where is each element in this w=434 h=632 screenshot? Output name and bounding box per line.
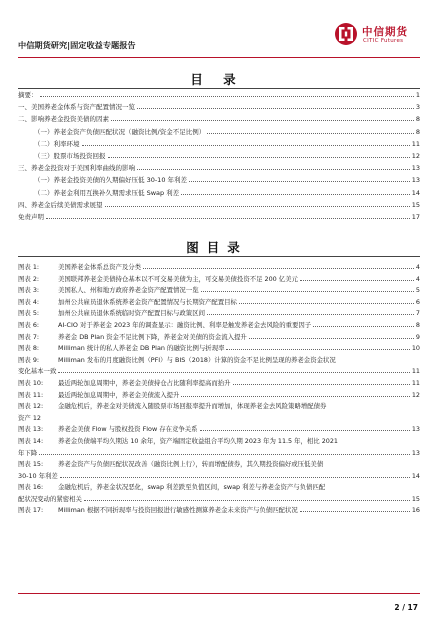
figures-heading: 图目录	[186, 240, 248, 255]
toc-entry-page: 8	[415, 115, 420, 124]
toc-entry-title: 二、影响养老金投资美债的因素	[18, 115, 109, 124]
figure-leader-dots	[201, 285, 414, 292]
figure-entry[interactable]	[18, 505, 420, 517]
figure-label: 图表 9:	[18, 355, 40, 364]
figure-label: 图表 17:	[18, 506, 44, 515]
toc-entry[interactable]	[18, 126, 420, 138]
toc-entry[interactable]	[18, 150, 420, 162]
figure-leader-dots	[143, 262, 414, 269]
figure-entry[interactable]	[18, 343, 420, 355]
figure-label: 图表 10:	[18, 378, 44, 387]
page-number: 2 / 17	[394, 603, 418, 612]
toc-entry[interactable]	[18, 199, 420, 211]
toc-leader-dots	[137, 102, 414, 109]
figure-title: 养老金负债端平均久期达 10 余年，资产端固定收益组合平均久期 2023 年为 11.5 年，相比 2021	[58, 436, 338, 445]
figure-label: 图表 15:	[18, 460, 44, 469]
figure-entry[interactable]	[18, 436, 420, 459]
citic-futures-logo	[334, 18, 420, 54]
toc-entry-page: 8	[415, 127, 420, 136]
table-of-contents	[18, 89, 420, 223]
figure-title: Milliman 发布的月度融资比例（PFI）与 BIS（2018）计算的资金不足比例呈现的养老金资金状况	[58, 355, 336, 364]
list-of-figures	[18, 262, 420, 517]
figure-page: 9	[415, 332, 420, 341]
figure-page: 13	[411, 425, 420, 434]
figure-title: AI-CIO 对于养老金 2023 年的调查显示：融资比例、利率是触发养老金去风险的重要因子	[58, 320, 312, 329]
toc-entry-title: （二）养老金利用互换补久期需求压低 Swap 利差	[34, 188, 180, 197]
toc-entry[interactable]	[18, 138, 420, 150]
figure-leader-dots	[313, 320, 414, 327]
toc-entry-page: 12	[411, 151, 420, 160]
header-divider	[18, 57, 420, 58]
figures-heading-rule	[18, 256, 420, 257]
figure-label: 图表 3:	[18, 286, 40, 295]
figure-title: 美国私人、州和地方政府养老金资产配置情况一览	[58, 286, 199, 295]
toc-entry[interactable]	[18, 113, 420, 125]
figure-title: Milliman 根据不同折现率与投资回报进行敏感性测算养老金未来资产与负债匹配状况	[58, 506, 298, 515]
toc-leader-dots	[137, 163, 410, 170]
figure-label: 图表 5:	[18, 309, 40, 318]
toc-leader-dots	[181, 188, 410, 195]
figure-page: 11	[411, 378, 420, 387]
figure-title: Milliman 统计的私人养老金 DB Plan 的融资比例与折现率	[58, 344, 225, 353]
logo-chinese-name: 中信期货	[362, 26, 408, 38]
figure-label: 图表 11:	[18, 390, 44, 399]
toc-leader-dots	[189, 175, 410, 182]
toc-leader-dots	[108, 151, 410, 158]
figure-title: 美国养老金体系总资产及分类	[58, 263, 142, 271]
toc-entry-title: （三）股票市场投资回报	[34, 151, 106, 160]
figure-page: 14	[411, 471, 420, 480]
figure-label: 图表 2:	[18, 274, 40, 283]
figure-label: 图表 8:	[18, 344, 40, 353]
toc-entry-title: 摘要：	[18, 91, 38, 99]
figure-label: 图表 16:	[18, 483, 44, 492]
toc-leader-dots	[207, 127, 414, 134]
toc-entry[interactable]	[18, 101, 420, 113]
figure-title: 30-10 年利差	[18, 471, 58, 480]
figure-title: 金融危机后，养老金状况恶化，swap 利差跌至负值区间，swap 利差与养老金资产与负债匹配	[58, 483, 326, 492]
figure-title: 美国联邦养老金美债持仓基本以不可交易美债为主，可交易美债投资不足 200 亿美元	[58, 274, 298, 283]
figure-page: 4	[415, 263, 420, 271]
toc-leader-dots	[105, 200, 410, 207]
toc-leader-dots	[46, 212, 410, 219]
toc-entry-page: 17	[411, 212, 420, 221]
toc-entry-title: 免责声明	[18, 212, 44, 221]
figure-leader-dots	[300, 274, 414, 281]
figure-title: 最近两轮加息周期中，养老金美债持仓占比随利率提高而抬升	[58, 378, 231, 387]
figure-leader-dots	[300, 505, 410, 512]
figure-label: 图表 14:	[18, 436, 44, 445]
figure-page: 4	[415, 274, 420, 283]
toc-entry-title: （一）养老金资产负债匹配状况（融资比例/资金不足比例）	[34, 127, 206, 136]
toc-entry[interactable]	[18, 187, 420, 199]
figure-leader-dots	[226, 343, 409, 350]
report-series-title: 中信期货研究|固定收益专题报告	[18, 40, 136, 50]
figure-page: 6	[415, 297, 420, 306]
figure-leader-dots	[181, 390, 409, 397]
figure-page: 11	[411, 367, 420, 376]
toc-entry[interactable]	[18, 89, 420, 101]
footer-divider	[18, 593, 420, 594]
toc-leader-dots	[82, 139, 410, 146]
figure-title: 养老金美债 Flow 与股权投资 Flow 存在竞争关系	[58, 425, 198, 434]
figure-label: 图表 6:	[18, 320, 40, 329]
figure-leader-dots	[207, 308, 414, 315]
figure-entry[interactable]	[18, 320, 420, 332]
figure-entry[interactable]	[18, 274, 420, 286]
figure-page: 5	[415, 286, 420, 295]
figure-title: 最近两轮加息周期中，养老金美债流入提升	[58, 390, 180, 399]
figure-entry[interactable]	[18, 262, 420, 274]
figure-label: 图表 7:	[18, 332, 40, 341]
figure-page: 7	[415, 309, 420, 318]
figure-entry[interactable]	[18, 482, 420, 505]
toc-entry-page: 1	[415, 91, 420, 99]
report-header	[18, 14, 420, 58]
figure-entry[interactable]	[18, 378, 420, 390]
figure-label: 图表 12:	[18, 402, 44, 411]
toc-entry-page: 14	[411, 188, 420, 197]
figure-label: 图表 13:	[18, 425, 44, 434]
toc-entry-title: 四、养老金后续美债需求展望	[18, 200, 103, 209]
figure-page: 15	[411, 494, 420, 503]
toc-entry[interactable]	[18, 162, 420, 174]
toc-entry-page: 15	[411, 200, 420, 209]
figure-leader-dots	[84, 494, 410, 501]
figure-leader-dots	[249, 332, 414, 339]
figure-entry[interactable]	[18, 390, 420, 402]
toc-entry[interactable]	[18, 211, 420, 223]
figure-title: 资产 12	[18, 413, 41, 422]
toc-heading: 目 录	[190, 72, 244, 87]
figure-label: 图表 1:	[18, 263, 40, 271]
toc-entry-title: 三、养老金投资对于美国利率曲线的影响	[18, 164, 135, 173]
figure-entry[interactable]	[18, 332, 420, 344]
logo-english-name: CITIC Futures	[363, 38, 404, 44]
figure-page: 13	[411, 448, 420, 457]
figure-leader-dots	[58, 366, 410, 373]
figure-title: 加州公共雇员退休系统临时资产配置目标与政策区间	[58, 309, 205, 318]
toc-entry-page: 13	[411, 164, 420, 173]
figure-entry[interactable]	[18, 285, 420, 297]
figure-entry[interactable]	[18, 459, 420, 482]
toc-entry-page: 3	[415, 103, 420, 112]
figure-entry[interactable]	[18, 401, 420, 424]
figure-entry[interactable]	[18, 308, 420, 320]
toc-leader-dots	[111, 114, 414, 121]
figure-page: 10	[411, 344, 420, 353]
figure-label: 图表 4:	[18, 297, 40, 306]
figure-leader-dots	[60, 471, 410, 478]
figure-leader-dots	[200, 424, 410, 431]
figure-entry[interactable]	[18, 424, 420, 436]
figure-page: 16	[411, 506, 420, 515]
toc-entry-title: （二）利率环境	[34, 139, 80, 148]
toc-leader-dots	[40, 90, 414, 97]
figure-page: 8	[415, 320, 420, 329]
figure-title: 加州公共雇员退休系统养老金资产配置情况与长期资产配置目标	[58, 297, 237, 306]
figure-leader-dots	[233, 378, 410, 385]
figure-title: 年下降	[18, 448, 38, 457]
citic-logo-icon	[334, 22, 358, 46]
figure-title: 变化基本一致	[18, 367, 57, 376]
figure-entry[interactable]	[18, 355, 420, 378]
figure-leader-dots	[239, 297, 414, 304]
toc-entry[interactable]	[18, 174, 420, 186]
figure-title: 金融危机后，养老金对美债流入随股票市场回报率提升而增加，体现养老金去风险策略增配债券	[58, 402, 327, 411]
figure-title: 配状况变动的紧密相关	[18, 494, 82, 503]
toc-entry-page: 11	[411, 139, 420, 148]
toc-entry-page: 13	[411, 176, 420, 185]
toc-entry-title: 一、美国养老金体系与资产配置情况一览	[18, 103, 135, 112]
toc-entry-title: （一）养老金投资美债的久期偏好压低 30-10 年利差	[34, 176, 188, 185]
figure-title: 养老金资产与负债匹配状况改善（融资比例上行），转而增配债券，其久期投资偏好或压低美债	[58, 460, 324, 469]
figure-title: 养老金 DB Plan 资金不足比例下降，养老金对美债的资金流入提升	[58, 332, 247, 341]
figure-entry[interactable]	[18, 297, 420, 309]
figure-leader-dots	[39, 448, 410, 455]
figure-page: 12	[411, 390, 420, 399]
